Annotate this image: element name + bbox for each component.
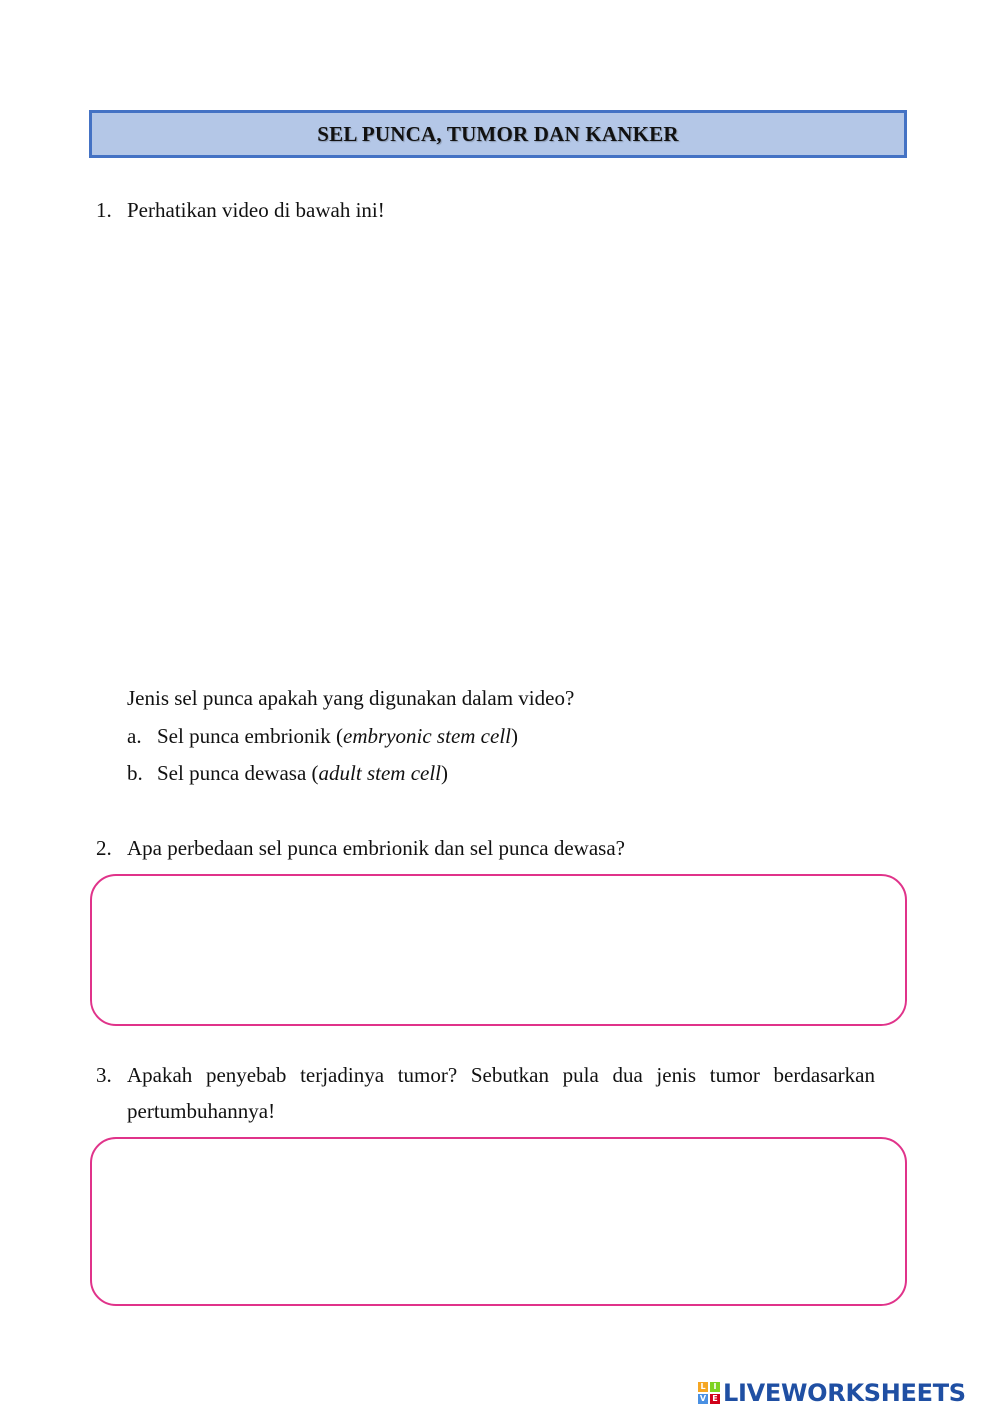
- question-1: [96, 192, 896, 228]
- question-text-continued: pertumbuhannya!: [127, 1099, 276, 1123]
- option-a[interactable]: [127, 718, 627, 754]
- question-number: 1.: [96, 198, 112, 222]
- option-letter: b.: [127, 761, 143, 785]
- liveworksheets-logo: [698, 1377, 966, 1409]
- video-placeholder[interactable]: [127, 235, 887, 665]
- liveworksheets-icon: L I V E: [698, 1382, 720, 1404]
- question-3: [96, 1057, 896, 1129]
- answer-box-2[interactable]: [90, 874, 907, 1026]
- option-b[interactable]: [127, 755, 627, 791]
- page-title: SEL PUNCA, TUMOR DAN KANKER: [317, 121, 679, 146]
- title-banner: [89, 110, 907, 158]
- option-text: Sel punca dewasa (adult stem cell): [157, 761, 449, 785]
- question-text: Perhatikan video di bawah ini!: [127, 198, 385, 222]
- option-text: Sel punca embrionik (embryonic stem cell): [157, 724, 518, 748]
- question-number: 3.: [96, 1063, 112, 1087]
- question-1-prompt: Jenis sel punca apakah yang digunakan dalam video?: [127, 686, 575, 710]
- question-number: 2.: [96, 836, 112, 860]
- question-text: Apa perbedaan sel punca embrionik dan sel punca dewasa?: [127, 836, 625, 860]
- option-letter: a.: [127, 724, 142, 748]
- question-2: [96, 830, 896, 866]
- answer-box-3[interactable]: [90, 1137, 907, 1306]
- question-text: Apakah penyebab terjadinya tumor? Sebutkan pula dua jenis tumor berdasarkan: [127, 1063, 875, 1087]
- brand-name: LIVEWORKSHEETS: [723, 1379, 966, 1407]
